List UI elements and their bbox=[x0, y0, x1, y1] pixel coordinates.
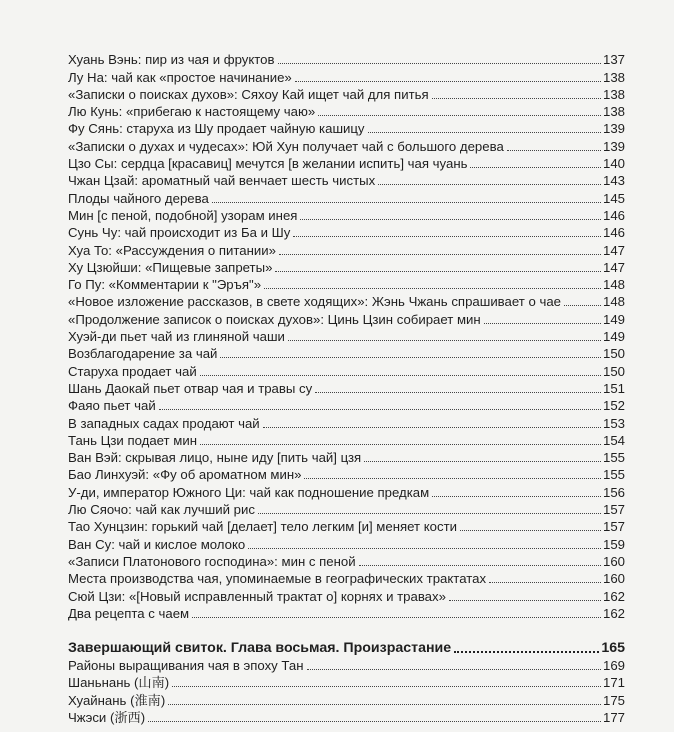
toc-entry bbox=[68, 380, 625, 397]
dot-leader bbox=[359, 565, 601, 566]
entry-title: Хуэй-ди пьет чай из глиняной чаши bbox=[68, 329, 285, 345]
entry-page-number: 149 bbox=[602, 329, 625, 345]
dot-leader bbox=[318, 115, 601, 116]
toc-entry bbox=[68, 553, 625, 570]
toc-entry bbox=[68, 345, 625, 362]
toc-entry bbox=[68, 501, 625, 518]
toc-subentry bbox=[68, 691, 625, 708]
dot-leader bbox=[288, 340, 601, 341]
dot-leader bbox=[220, 357, 601, 358]
toc-entry bbox=[68, 224, 625, 241]
entry-page-number: 139 bbox=[602, 121, 625, 137]
entry-title: Лю Кунь: «прибегаю к настоящему чаю» bbox=[68, 104, 316, 120]
entry-page-number: 153 bbox=[602, 415, 625, 431]
entry-page-number: 160 bbox=[602, 553, 625, 569]
entry-title: «Записки о поисках духов»: Сяхоу Кай ищет чай для питья bbox=[68, 86, 429, 102]
toc-entry bbox=[68, 155, 625, 172]
entry-page-number: 169 bbox=[602, 658, 625, 674]
entry-page-number: 155 bbox=[602, 467, 625, 483]
entry-title: «Записи Платонового господина»: мин с пеной bbox=[68, 553, 356, 569]
dot-leader bbox=[315, 392, 601, 393]
entry-page-number: 162 bbox=[602, 588, 625, 604]
dot-leader bbox=[489, 582, 601, 583]
entry-title: Завершающий свиток. Глава восьмая. Произрастание bbox=[68, 639, 452, 656]
entry-page-number: 162 bbox=[602, 605, 625, 621]
toc-entry bbox=[68, 276, 625, 293]
toc-entry bbox=[68, 120, 625, 137]
dot-leader bbox=[368, 132, 601, 133]
toc-entry bbox=[68, 51, 625, 68]
dot-leader bbox=[278, 63, 601, 64]
dot-leader bbox=[200, 444, 601, 445]
entry-page-number: 152 bbox=[602, 398, 625, 414]
entry-title: Чжэси (浙西) bbox=[68, 709, 146, 725]
dot-leader bbox=[264, 288, 601, 289]
dot-leader bbox=[295, 81, 601, 82]
entry-page-number: 148 bbox=[602, 277, 625, 293]
entry-title: Старуха продает чай bbox=[68, 363, 197, 379]
section-gap bbox=[68, 622, 625, 635]
dot-leader bbox=[200, 375, 601, 376]
entry-page-number: 155 bbox=[602, 450, 625, 466]
dot-leader bbox=[258, 513, 601, 514]
entry-title: «Новое изложение рассказов, в свете ходящих»: Жэнь Чжань спрашивает о чае bbox=[68, 294, 562, 310]
dot-leader bbox=[148, 721, 601, 722]
entry-page-number: 150 bbox=[602, 346, 625, 362]
entry-page-number: 143 bbox=[602, 173, 625, 189]
entry-title: В западных садах продают чай bbox=[68, 415, 260, 431]
toc-subentry bbox=[68, 709, 625, 726]
dot-leader bbox=[449, 600, 601, 601]
dot-leader bbox=[454, 651, 599, 653]
toc-entry bbox=[68, 137, 625, 154]
entry-title: Лю Сяочо: чай как лучший рис bbox=[68, 502, 255, 518]
dot-leader bbox=[507, 150, 601, 151]
dot-leader bbox=[432, 496, 601, 497]
entry-title: Фу Сянь: старуха из Шу продает чайную кашицу bbox=[68, 121, 365, 137]
entry-title: «Записки о духах и чудесах»: Юй Хун получает чай с большого дерева bbox=[68, 138, 504, 154]
toc-entry bbox=[68, 414, 625, 431]
toc-entry bbox=[68, 103, 625, 120]
toc-entry bbox=[68, 172, 625, 189]
entry-page-number: 157 bbox=[602, 519, 625, 535]
entry-page-number: 160 bbox=[602, 571, 625, 587]
dot-leader bbox=[172, 686, 601, 687]
toc-entry bbox=[68, 86, 625, 103]
entry-page-number: 159 bbox=[602, 536, 625, 552]
toc-entry bbox=[68, 466, 625, 483]
entry-title: Места производства чая, упоминаемые в географических трактатах bbox=[68, 571, 487, 587]
entry-title: Ху Цзюйши: «Пищевые запреты» bbox=[68, 259, 273, 275]
dot-leader bbox=[304, 478, 601, 479]
dot-leader bbox=[432, 98, 601, 99]
entry-title: Хуайнань (淮南) bbox=[68, 692, 166, 708]
toc-entry bbox=[68, 207, 625, 224]
entry-title: Фаяо пьет чай bbox=[68, 398, 156, 414]
entry-page-number: 138 bbox=[602, 69, 625, 85]
entry-page-number: 138 bbox=[602, 104, 625, 120]
entry-page-number: 151 bbox=[602, 380, 625, 396]
entry-title: Плоды чайного дерева bbox=[68, 190, 209, 206]
entry-page-number: 140 bbox=[602, 156, 625, 172]
dot-leader bbox=[263, 427, 601, 428]
toc-entry bbox=[68, 68, 625, 85]
entry-title: Тао Хунцзин: горький чай [делает] тело легким [и] меняет кости bbox=[68, 519, 457, 535]
entry-page-number: 171 bbox=[602, 675, 625, 691]
toc-subentry bbox=[68, 674, 625, 691]
dot-leader bbox=[564, 305, 601, 306]
entry-title: Лу На: чай как «простое начинание» bbox=[68, 69, 292, 85]
entry-title: Хуань Вэнь: пир из чая и фруктов bbox=[68, 52, 275, 68]
toc-entry bbox=[68, 483, 625, 500]
toc-entry bbox=[68, 189, 625, 206]
toc-entry bbox=[68, 241, 625, 258]
entry-title: Цзо Сы: сердца [красавиц] мечутся [в желании испить] чая чуань bbox=[68, 156, 468, 172]
toc-entry bbox=[68, 328, 625, 345]
toc-entry bbox=[68, 259, 625, 276]
toc-entry bbox=[68, 293, 625, 310]
entry-page-number: 154 bbox=[602, 432, 625, 448]
entry-page-number: 139 bbox=[602, 138, 625, 154]
chapter-heading bbox=[68, 635, 625, 657]
dot-leader bbox=[293, 236, 601, 237]
entry-page-number: 137 bbox=[602, 52, 625, 68]
dot-leader bbox=[300, 219, 601, 220]
dot-leader bbox=[470, 167, 601, 168]
entry-page-number: 148 bbox=[602, 294, 625, 310]
entry-page-number: 147 bbox=[602, 242, 625, 258]
entry-title: Мин [с пеной, подобной] узорам инея bbox=[68, 207, 298, 223]
entry-title: Ван Су: чай и кислое молоко bbox=[68, 536, 246, 552]
dot-leader bbox=[279, 254, 601, 255]
entry-title: Два рецепта с чаем bbox=[68, 605, 190, 621]
dot-leader bbox=[212, 202, 601, 203]
entry-title: У-ди, император Южного Ци: чай как подношение предкам bbox=[68, 484, 430, 500]
entry-page-number: 146 bbox=[602, 225, 625, 241]
entry-title: Тань Цзи подает мин bbox=[68, 432, 197, 448]
entry-title: Возблагодарение за чай bbox=[68, 346, 218, 362]
entry-page-number: 157 bbox=[602, 502, 625, 518]
entry-title: Хуа То: «Рассуждения о питании» bbox=[68, 242, 276, 258]
entry-page-number: 165 bbox=[601, 639, 625, 656]
toc-entry bbox=[68, 605, 625, 622]
entry-title: Чжан Цзай: ароматный чай венчает шесть чистых bbox=[68, 173, 376, 189]
dot-leader bbox=[159, 409, 601, 410]
entry-title: Шаньнань (山南) bbox=[68, 675, 170, 691]
entry-page-number: 149 bbox=[602, 311, 625, 327]
entry-page-number: 145 bbox=[602, 190, 625, 206]
entry-page-number: 138 bbox=[602, 86, 625, 102]
toc-entry bbox=[68, 449, 625, 466]
entry-page-number: 147 bbox=[602, 259, 625, 275]
entry-title: Районы выращивания чая в эпоху Тан bbox=[68, 658, 304, 674]
toc-subentry bbox=[68, 657, 625, 674]
dot-leader bbox=[192, 617, 601, 618]
entry-page-number: 156 bbox=[602, 484, 625, 500]
toc-entry bbox=[68, 432, 625, 449]
dot-leader bbox=[364, 461, 601, 462]
entry-page-number: 177 bbox=[602, 709, 625, 725]
entry-title: Бао Линхуэй: «Фу об ароматном мин» bbox=[68, 467, 302, 483]
entry-page-number: 146 bbox=[602, 207, 625, 223]
toc-entry bbox=[68, 362, 625, 379]
entry-title: Го Пу: «Комментарии к "Эръя"» bbox=[68, 277, 262, 293]
toc-entry bbox=[68, 535, 625, 552]
dot-leader bbox=[484, 323, 601, 324]
entry-title: «Продолжение записок о поисках духов»: Цинь Цзин собирает мин bbox=[68, 311, 481, 327]
entry-page-number: 175 bbox=[602, 692, 625, 708]
table-of-contents bbox=[68, 51, 625, 726]
toc-entry bbox=[68, 570, 625, 587]
toc-entry bbox=[68, 518, 625, 535]
dot-leader bbox=[275, 271, 601, 272]
toc-entry bbox=[68, 397, 625, 414]
toc-entry bbox=[68, 587, 625, 604]
dot-leader bbox=[168, 704, 601, 705]
entry-title: Шань Даокай пьет отвар чая и травы су bbox=[68, 380, 313, 396]
dot-leader bbox=[307, 669, 601, 670]
entry-title: Ван Вэй: скрывая лицо, ныне иду [пить чай] цзя bbox=[68, 450, 362, 466]
dot-leader bbox=[460, 530, 601, 531]
dot-leader bbox=[248, 548, 601, 549]
dot-leader bbox=[378, 184, 601, 185]
entry-title: Сунь Чу: чай происходит из Ба и Шу bbox=[68, 225, 291, 241]
entry-title: Сюй Цзи: «[Новый исправленный трактат о] корнях и травах» bbox=[68, 588, 446, 604]
toc-entry bbox=[68, 310, 625, 327]
entry-page-number: 150 bbox=[602, 363, 625, 379]
